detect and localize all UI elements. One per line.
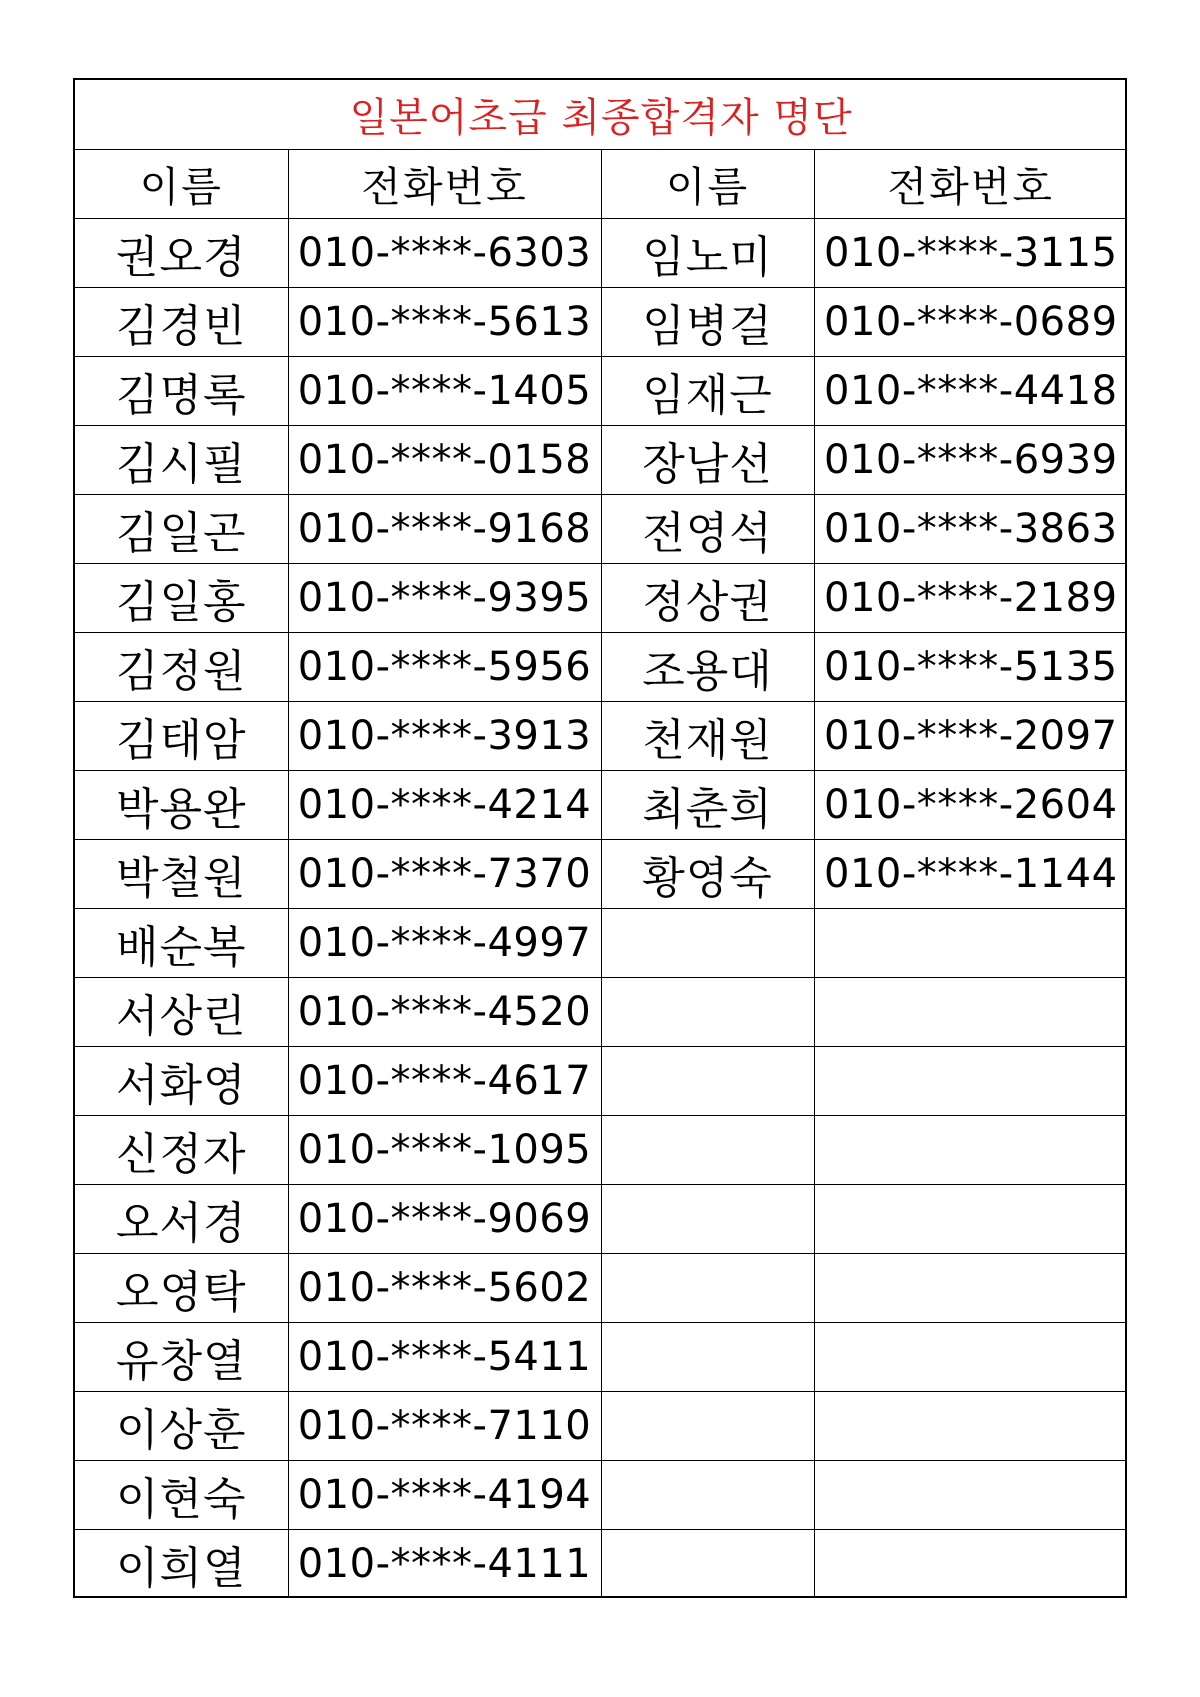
name-left-cell: 김일곤 [75,494,288,563]
table-row [75,218,1127,287]
phone-right-cell [814,1115,1127,1184]
phone-left-cell: 010-****-4214 [288,770,601,839]
phone-left-cell: 010-****-1405 [288,356,601,425]
name-left-cell: 김태암 [75,701,288,770]
header-row [75,149,1127,218]
phone-left-cell: 010-****-4194 [288,1460,601,1529]
phone-left-cell: 010-****-4997 [288,908,601,977]
name-right-cell [601,1322,814,1391]
phone-right-cell: 010-****-3863 [814,494,1127,563]
phone-left-cell: 010-****-4520 [288,977,601,1046]
phone-left-cell: 010-****-6303 [288,218,601,287]
phone-right-cell: 010-****-3115 [814,218,1127,287]
table-row [75,425,1127,494]
phone-left-cell: 010-****-9168 [288,494,601,563]
phone-right-cell: 010-****-4418 [814,356,1127,425]
name-right-cell [601,1460,814,1529]
name-left-cell: 오서경 [75,1184,288,1253]
table-row [75,1322,1127,1391]
phone-right-cell [814,1253,1127,1322]
phone-right-cell [814,1460,1127,1529]
table-row [75,1046,1127,1115]
name-right-cell [601,908,814,977]
phone-right-cell: 010-****-2097 [814,701,1127,770]
phone-left-cell: 010-****-5613 [288,287,601,356]
name-right-cell: 임노미 [601,218,814,287]
name-left-cell: 신정자 [75,1115,288,1184]
name-right-cell: 천재원 [601,701,814,770]
name-left-cell: 이희열 [75,1529,288,1598]
phone-left-cell: 010-****-7370 [288,839,601,908]
name-left-cell: 배순복 [75,908,288,977]
table-row [75,1529,1127,1598]
table-row [75,563,1127,632]
phone-right-cell [814,1184,1127,1253]
name-right-cell: 조용대 [601,632,814,701]
name-left-cell: 권오경 [75,218,288,287]
name-right-cell: 임재근 [601,356,814,425]
name-right-cell: 최춘희 [601,770,814,839]
name-left-cell: 이상훈 [75,1391,288,1460]
name-right-cell [601,977,814,1046]
table-row [75,632,1127,701]
table-row [75,287,1127,356]
name-left-cell: 김시필 [75,425,288,494]
page-title: 일본어초급 최종합격자 명단 [75,80,1127,149]
name-right-cell: 장남선 [601,425,814,494]
table-row [75,701,1127,770]
phone-left-cell: 010-****-3913 [288,701,601,770]
table-row [75,770,1127,839]
header-name-left: 이름 [75,149,288,218]
phone-left-cell: 010-****-7110 [288,1391,601,1460]
phone-left-cell: 010-****-9069 [288,1184,601,1253]
name-right-cell [601,1184,814,1253]
table-row [75,977,1127,1046]
table-row [75,356,1127,425]
header-name-right: 이름 [601,149,814,218]
table-row [75,1391,1127,1460]
header-phone-right: 전화번호 [814,149,1127,218]
phone-right-cell: 010-****-1144 [814,839,1127,908]
table-row [75,839,1127,908]
phone-left-cell: 010-****-0158 [288,425,601,494]
phone-left-cell: 010-****-9395 [288,563,601,632]
name-right-cell [601,1046,814,1115]
table-row [75,1184,1127,1253]
table-row [75,1460,1127,1529]
name-left-cell: 이현숙 [75,1460,288,1529]
name-left-cell: 박용완 [75,770,288,839]
name-right-cell [601,1529,814,1598]
phone-right-cell: 010-****-2604 [814,770,1127,839]
name-left-cell: 김정원 [75,632,288,701]
phone-left-cell: 010-****-4111 [288,1529,601,1598]
table-row [75,1115,1127,1184]
name-left-cell: 오영탁 [75,1253,288,1322]
phone-right-cell: 010-****-6939 [814,425,1127,494]
table-row [75,1253,1127,1322]
phone-right-cell [814,908,1127,977]
name-left-cell: 박철원 [75,839,288,908]
name-right-cell: 황영숙 [601,839,814,908]
phone-left-cell: 010-****-5602 [288,1253,601,1322]
name-left-cell: 김경빈 [75,287,288,356]
roster-table [75,80,1127,1598]
table-row [75,494,1127,563]
phone-right-cell: 010-****-0689 [814,287,1127,356]
phone-right-cell [814,1046,1127,1115]
name-left-cell: 서상린 [75,977,288,1046]
name-left-cell: 김일홍 [75,563,288,632]
phone-right-cell [814,1322,1127,1391]
phone-right-cell [814,977,1127,1046]
header-phone-left: 전화번호 [288,149,601,218]
phone-left-cell: 010-****-5956 [288,632,601,701]
phone-right-cell: 010-****-2189 [814,563,1127,632]
table-row [75,908,1127,977]
name-right-cell [601,1253,814,1322]
name-right-cell: 임병걸 [601,287,814,356]
name-right-cell [601,1115,814,1184]
roster-sheet [73,78,1127,1598]
name-left-cell: 유창열 [75,1322,288,1391]
title-row [75,80,1127,149]
name-right-cell [601,1391,814,1460]
name-right-cell: 정상권 [601,563,814,632]
phone-left-cell: 010-****-5411 [288,1322,601,1391]
name-right-cell: 전영석 [601,494,814,563]
name-left-cell: 서화영 [75,1046,288,1115]
name-left-cell: 김명록 [75,356,288,425]
phone-right-cell [814,1529,1127,1598]
phone-right-cell: 010-****-5135 [814,632,1127,701]
phone-left-cell: 010-****-4617 [288,1046,601,1115]
phone-left-cell: 010-****-1095 [288,1115,601,1184]
phone-right-cell [814,1391,1127,1460]
